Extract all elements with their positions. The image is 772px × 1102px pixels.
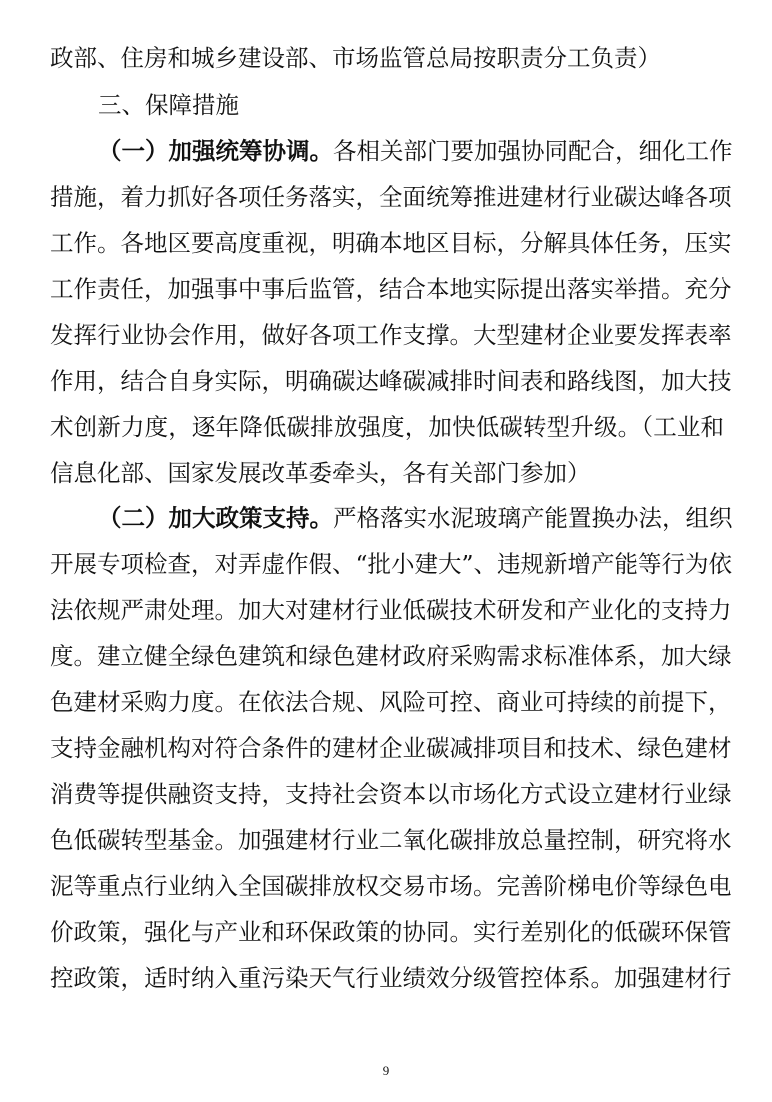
text-run: 度。建立健全绿色建筑和绿色建材政府采购需求标准体系，加大绿 bbox=[50, 642, 732, 670]
text-run: 作用，结合自身实际，明确碳达峰碳减排时间表和路线图，加大技 bbox=[50, 367, 732, 395]
text-run: 开展专项检查，对弄虚作假、“批小建大”、违规新增产能等行为依 bbox=[50, 550, 733, 578]
text-line bbox=[50, 593, 732, 627]
text-run: 价政策，强化与产业和环保政策的协同。实行差别化的低碳环保管 bbox=[50, 918, 732, 946]
text-line bbox=[50, 915, 732, 949]
text-line bbox=[50, 685, 732, 719]
text-run: 色低碳转型基金。加强建材行业二氧化碳排放总量控制，研究将水 bbox=[50, 826, 732, 854]
section-heading: （一）加强统筹协调。 bbox=[98, 137, 333, 165]
text-line bbox=[50, 639, 732, 673]
text-line bbox=[50, 318, 732, 352]
text-line bbox=[50, 823, 732, 857]
text-run: 术创新力度，逐年降低碳排放强度，加快低碳转型升级。（工业和 bbox=[50, 413, 724, 441]
text-line bbox=[98, 88, 724, 122]
text-line bbox=[50, 869, 732, 903]
text-line bbox=[50, 364, 732, 398]
text-line bbox=[50, 456, 724, 490]
section-heading: （二）加大政策支持。 bbox=[98, 504, 333, 532]
text-line bbox=[50, 410, 724, 444]
text-run: 措施，着力抓好各项任务落实，全面统筹推进建材行业碳达峰各项 bbox=[50, 183, 732, 211]
text-line bbox=[50, 272, 732, 306]
text-run: 消费等提供融资支持，支持社会资本以市场化方式设立建材行业绿 bbox=[50, 780, 732, 808]
text-run: 控政策，适时纳入重污染天气行业绩效分级管控体系。加强建材行 bbox=[50, 964, 732, 992]
text-run: 泥等重点行业纳入全国碳排放权交易市场。完善阶梯电价等绿色电 bbox=[50, 872, 732, 900]
text-run: 工作。各地区要高度重视，明确本地区目标，分解具体任务，压实 bbox=[50, 229, 732, 257]
text-run: 信息化部、国家发展改革委牵头，各有关部门参加） bbox=[50, 459, 591, 487]
page-number: 9 bbox=[382, 1063, 390, 1078]
text-line bbox=[50, 961, 732, 995]
text-line bbox=[50, 777, 732, 811]
text-line bbox=[50, 180, 732, 214]
text-line bbox=[50, 226, 732, 260]
text-run: 发挥行业协会作用，做好各项工作支撑。大型建材企业要发挥表率 bbox=[50, 321, 732, 349]
text-line bbox=[50, 547, 733, 581]
text-run: 严格落实水泥玻璃产能置换办法，组织 bbox=[333, 504, 733, 532]
text-run: 各相关部门要加强协同配合，细化工作 bbox=[333, 137, 733, 165]
text-run: 工作责任，加强事中事后监管，结合本地实际提出落实举措。充分 bbox=[50, 275, 732, 303]
text-run: 色建材采购力度。在依法合规、风险可控、商业可持续的前提下， bbox=[50, 688, 732, 716]
text-run: 支持金融机构对符合条件的建材企业碳减排项目和技术、绿色建材 bbox=[50, 734, 732, 762]
text-line bbox=[98, 501, 733, 535]
text-run: 政部、住房和城乡建设部、市场监管总局按职责分工负责） bbox=[50, 44, 661, 72]
text-run: 三、保障措施 bbox=[98, 91, 239, 119]
text-run: 法依规严肃处理。加大对建材行业低碳技术研发和产业化的支持力 bbox=[50, 596, 732, 624]
text-line bbox=[50, 41, 724, 75]
text-line bbox=[50, 731, 732, 765]
text-line bbox=[98, 134, 733, 168]
